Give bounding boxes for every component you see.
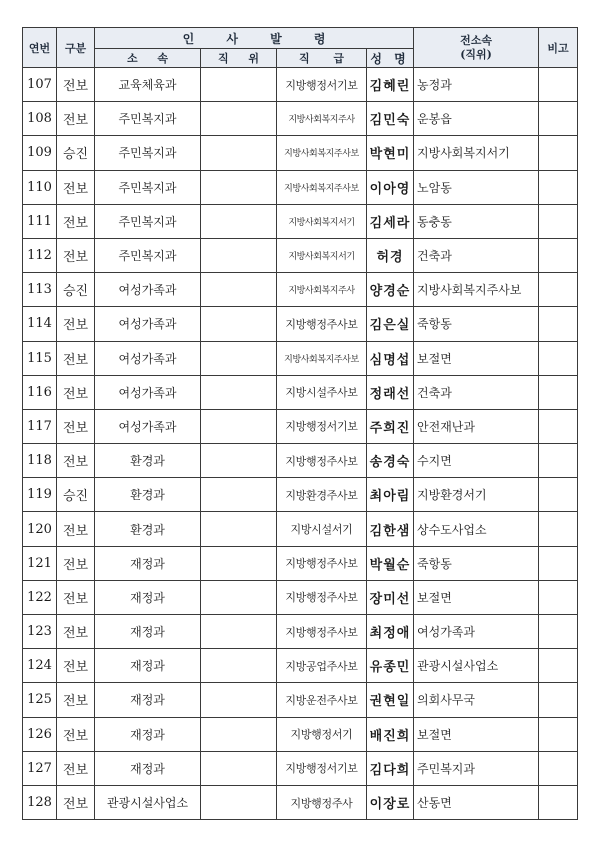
row-previous-department: 죽항동 — [414, 307, 539, 341]
row-note — [539, 409, 578, 443]
row-grade: 지방사회복지주사 — [277, 273, 367, 307]
row-name: 최정애 — [367, 615, 414, 649]
row-note — [539, 478, 578, 512]
row-previous-department: 상수도사업소 — [414, 512, 539, 546]
table-row — [23, 546, 578, 580]
row-name: 김민숙 — [367, 102, 414, 136]
header-name: 성 명 — [367, 49, 414, 68]
row-previous-department: 지방환경서기 — [414, 478, 539, 512]
row-name: 양경순 — [367, 273, 414, 307]
row-position — [201, 478, 277, 512]
header-previous-dept — [414, 28, 539, 68]
row-grade: 지방행정서기 — [277, 717, 367, 751]
row-name: 권현일 — [367, 683, 414, 717]
row-kind: 승진 — [57, 273, 95, 307]
row-grade: 지방시설서기 — [277, 512, 367, 546]
row-kind: 전보 — [57, 512, 95, 546]
row-note — [539, 512, 578, 546]
row-kind: 전보 — [57, 580, 95, 614]
row-number: 121 — [23, 546, 57, 580]
row-note — [539, 717, 578, 751]
row-number: 110 — [23, 170, 57, 204]
row-note — [539, 751, 578, 785]
row-number: 117 — [23, 409, 57, 443]
row-name: 장미선 — [367, 580, 414, 614]
row-note — [539, 683, 578, 717]
row-kind: 전보 — [57, 785, 95, 819]
row-department: 환경과 — [95, 444, 201, 478]
row-grade: 지방운전주사보 — [277, 683, 367, 717]
row-kind: 전보 — [57, 204, 95, 238]
row-name: 정래선 — [367, 375, 414, 409]
row-position — [201, 375, 277, 409]
row-department: 주민복지과 — [95, 102, 201, 136]
row-previous-department: 산동면 — [414, 785, 539, 819]
row-department: 환경과 — [95, 512, 201, 546]
row-number: 108 — [23, 102, 57, 136]
row-previous-department: 농정과 — [414, 68, 539, 102]
row-name: 유종민 — [367, 649, 414, 683]
row-grade: 지방행정서기보 — [277, 68, 367, 102]
row-note — [539, 375, 578, 409]
row-position — [201, 580, 277, 614]
table-row — [23, 238, 578, 272]
row-department: 여성가족과 — [95, 341, 201, 375]
row-kind: 전보 — [57, 615, 95, 649]
row-number: 112 — [23, 238, 57, 272]
row-department: 관광시설사업소 — [95, 785, 201, 819]
row-position — [201, 341, 277, 375]
header-previous-dept-line2: (직위) — [460, 47, 492, 61]
row-department: 재정과 — [95, 751, 201, 785]
row-grade: 지방행정주사보 — [277, 444, 367, 478]
row-number: 116 — [23, 375, 57, 409]
row-note — [539, 341, 578, 375]
row-previous-department: 주민복지과 — [414, 751, 539, 785]
table-body — [23, 68, 578, 820]
header-appointment-group: 인 사 발 령 — [95, 28, 414, 49]
row-number: 128 — [23, 785, 57, 819]
row-name: 이장로 — [367, 785, 414, 819]
row-name: 배진희 — [367, 717, 414, 751]
row-department: 주민복지과 — [95, 136, 201, 170]
row-name: 이아영 — [367, 170, 414, 204]
table-row — [23, 307, 578, 341]
row-position — [201, 444, 277, 478]
row-previous-department: 보절면 — [414, 580, 539, 614]
row-department: 주민복지과 — [95, 238, 201, 272]
row-department: 여성가족과 — [95, 409, 201, 443]
row-number: 123 — [23, 615, 57, 649]
row-position — [201, 409, 277, 443]
row-position — [201, 649, 277, 683]
table-row — [23, 649, 578, 683]
row-name: 김혜린 — [367, 68, 414, 102]
row-number: 113 — [23, 273, 57, 307]
row-position — [201, 273, 277, 307]
row-kind: 전보 — [57, 409, 95, 443]
row-note — [539, 307, 578, 341]
table-row — [23, 444, 578, 478]
row-note — [539, 615, 578, 649]
row-department: 주민복지과 — [95, 170, 201, 204]
table-row — [23, 170, 578, 204]
row-note — [539, 444, 578, 478]
row-number: 125 — [23, 683, 57, 717]
row-grade: 지방사회복지주사보 — [277, 341, 367, 375]
row-position — [201, 785, 277, 819]
row-note — [539, 785, 578, 819]
row-department: 재정과 — [95, 649, 201, 683]
row-position — [201, 615, 277, 649]
row-position — [201, 546, 277, 580]
row-department: 재정과 — [95, 683, 201, 717]
table-row — [23, 204, 578, 238]
row-grade: 지방환경주사보 — [277, 478, 367, 512]
row-kind: 전보 — [57, 444, 95, 478]
row-kind: 전보 — [57, 375, 95, 409]
row-department: 재정과 — [95, 717, 201, 751]
row-previous-department: 보절면 — [414, 717, 539, 751]
row-grade: 지방사회복지서기 — [277, 204, 367, 238]
row-department: 교육체육과 — [95, 68, 201, 102]
row-position — [201, 204, 277, 238]
row-position — [201, 683, 277, 717]
row-previous-department: 관광시설사업소 — [414, 649, 539, 683]
row-position — [201, 751, 277, 785]
row-position — [201, 307, 277, 341]
row-note — [539, 68, 578, 102]
header-no: 연번 — [23, 28, 57, 68]
row-position — [201, 102, 277, 136]
row-previous-department: 노암동 — [414, 170, 539, 204]
row-note — [539, 136, 578, 170]
row-department: 환경과 — [95, 478, 201, 512]
table-row — [23, 717, 578, 751]
row-previous-department: 수지면 — [414, 444, 539, 478]
row-grade: 지방시설주사보 — [277, 375, 367, 409]
row-department: 여성가족과 — [95, 375, 201, 409]
table-row — [23, 409, 578, 443]
row-department: 재정과 — [95, 615, 201, 649]
row-note — [539, 649, 578, 683]
header-previous-dept-line1: 전소속 — [460, 33, 492, 47]
row-name: 박월순 — [367, 546, 414, 580]
table-row — [23, 136, 578, 170]
row-previous-department: 안전재난과 — [414, 409, 539, 443]
row-kind: 전보 — [57, 546, 95, 580]
row-kind: 전보 — [57, 170, 95, 204]
row-department: 여성가족과 — [95, 307, 201, 341]
personnel-table-sheet — [22, 27, 578, 820]
row-position — [201, 238, 277, 272]
row-previous-department: 죽항동 — [414, 546, 539, 580]
row-grade: 지방행정서기보 — [277, 409, 367, 443]
header-note: 비고 — [539, 28, 578, 68]
row-kind: 전보 — [57, 238, 95, 272]
row-previous-department: 동충동 — [414, 204, 539, 238]
row-previous-department: 지방사회복지주사보 — [414, 273, 539, 307]
row-grade: 지방사회복지주사보 — [277, 136, 367, 170]
row-grade: 지방사회복지주사보 — [277, 170, 367, 204]
row-grade: 지방행정주사 — [277, 785, 367, 819]
row-note — [539, 102, 578, 136]
table-row — [23, 273, 578, 307]
table-row — [23, 785, 578, 819]
row-name: 송경숙 — [367, 444, 414, 478]
header-grade: 직 급 — [277, 49, 367, 68]
row-position — [201, 136, 277, 170]
row-department: 재정과 — [95, 546, 201, 580]
personnel-table — [22, 27, 578, 820]
row-kind: 전보 — [57, 102, 95, 136]
row-grade: 지방행정주사보 — [277, 580, 367, 614]
row-note — [539, 580, 578, 614]
row-position — [201, 68, 277, 102]
row-name: 심명섭 — [367, 341, 414, 375]
row-department: 여성가족과 — [95, 273, 201, 307]
table-row — [23, 375, 578, 409]
row-grade: 지방행정주사보 — [277, 307, 367, 341]
row-kind: 승진 — [57, 136, 95, 170]
header-dept: 소 속 — [95, 49, 201, 68]
row-note — [539, 546, 578, 580]
row-name: 김은실 — [367, 307, 414, 341]
table-row — [23, 68, 578, 102]
row-previous-department: 의회사무국 — [414, 683, 539, 717]
row-previous-department: 건축과 — [414, 238, 539, 272]
row-note — [539, 204, 578, 238]
row-number: 122 — [23, 580, 57, 614]
row-grade: 지방사회복지주사 — [277, 102, 367, 136]
row-previous-department: 건축과 — [414, 375, 539, 409]
row-number: 107 — [23, 68, 57, 102]
row-name: 주희진 — [367, 409, 414, 443]
row-number: 114 — [23, 307, 57, 341]
row-number: 119 — [23, 478, 57, 512]
row-grade: 지방행정주사보 — [277, 615, 367, 649]
row-department: 주민복지과 — [95, 204, 201, 238]
row-kind: 전보 — [57, 649, 95, 683]
row-grade: 지방행정주사보 — [277, 546, 367, 580]
row-number: 127 — [23, 751, 57, 785]
row-name: 김세라 — [367, 204, 414, 238]
row-kind: 승진 — [57, 478, 95, 512]
row-number: 109 — [23, 136, 57, 170]
row-note — [539, 170, 578, 204]
row-name: 김다희 — [367, 751, 414, 785]
table-row — [23, 341, 578, 375]
row-grade: 지방행정서기보 — [277, 751, 367, 785]
row-kind: 전보 — [57, 68, 95, 102]
row-previous-department: 보절면 — [414, 341, 539, 375]
table-row — [23, 683, 578, 717]
row-department: 재정과 — [95, 580, 201, 614]
row-kind: 전보 — [57, 307, 95, 341]
row-number: 115 — [23, 341, 57, 375]
header-kind: 구분 — [57, 28, 95, 68]
row-name: 허경 — [367, 238, 414, 272]
row-kind: 전보 — [57, 683, 95, 717]
row-position — [201, 170, 277, 204]
row-previous-department: 운봉읍 — [414, 102, 539, 136]
table-row — [23, 580, 578, 614]
row-previous-department: 여성가족과 — [414, 615, 539, 649]
row-number: 111 — [23, 204, 57, 238]
table-row — [23, 615, 578, 649]
row-kind: 전보 — [57, 341, 95, 375]
row-name: 박현미 — [367, 136, 414, 170]
header-position: 직 위 — [201, 49, 277, 68]
row-previous-department: 지방사회복지서기 — [414, 136, 539, 170]
table-row — [23, 751, 578, 785]
row-grade: 지방공업주사보 — [277, 649, 367, 683]
row-position — [201, 717, 277, 751]
row-name: 최아림 — [367, 478, 414, 512]
row-number: 120 — [23, 512, 57, 546]
row-kind: 전보 — [57, 717, 95, 751]
row-number: 118 — [23, 444, 57, 478]
table-row — [23, 478, 578, 512]
row-number: 126 — [23, 717, 57, 751]
row-position — [201, 512, 277, 546]
row-grade: 지방사회복지서기 — [277, 238, 367, 272]
row-note — [539, 273, 578, 307]
table-row — [23, 512, 578, 546]
row-kind: 전보 — [57, 751, 95, 785]
row-name: 김한샘 — [367, 512, 414, 546]
row-number: 124 — [23, 649, 57, 683]
row-note — [539, 238, 578, 272]
table-row — [23, 102, 578, 136]
